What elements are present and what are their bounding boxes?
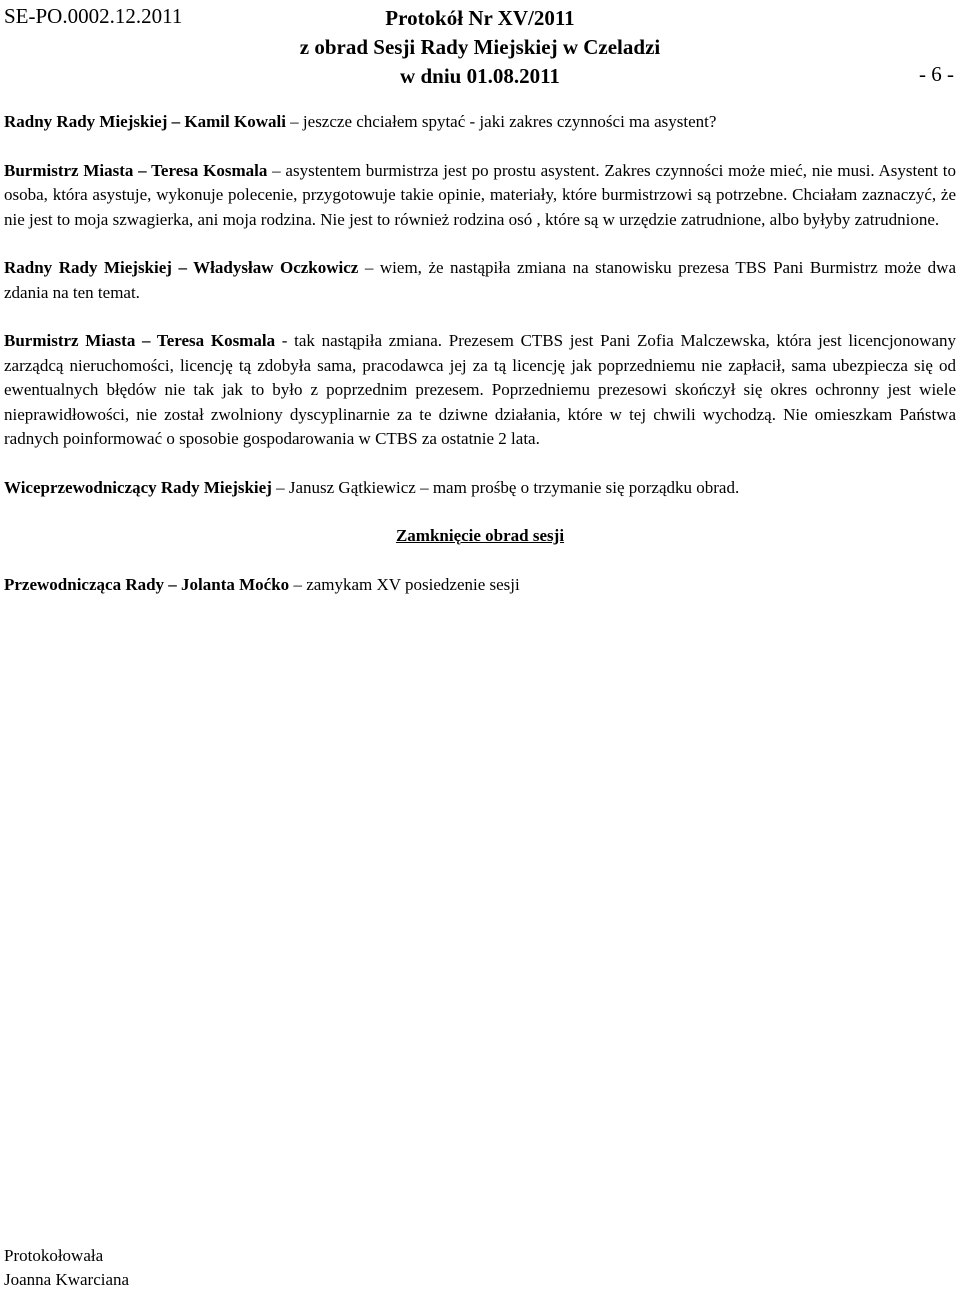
paragraph-kosmala-1	[4, 159, 956, 233]
footer-role: Protokołowała	[4, 1246, 104, 1265]
paragraph-kosmala-2	[4, 329, 956, 452]
paragraph-text: – wiem, że nastąpiła zmiana na stanowisku prezesa TBS Pani Burmistrz może dwa zdania na ten temat.	[4, 258, 956, 302]
title-line-3: w dniu 01.08.2011	[400, 64, 560, 88]
paragraph-text: – zamykam XV posiedzenie sesji	[289, 574, 520, 594]
speaker-name: Przewodnicząca Rady – Jolanta Moćko	[4, 574, 290, 594]
protocol-title	[250, 4, 710, 91]
title-line-1: Protokół Nr XV/2011	[385, 6, 575, 30]
title-line-2: z obrad Sesji Rady Miejskiej w Czeladzi	[299, 35, 661, 59]
closing-heading: Zamknięcie obrad sesji	[395, 526, 565, 545]
paragraph-text: – Janusz Gątkiewicz – mam prośbę o trzymanie się porządku obrad.	[271, 477, 740, 497]
paragraph-oczkowicz	[4, 256, 956, 305]
paragraph-kowali	[4, 110, 956, 135]
footer-name: Joanna Kwarciana	[4, 1270, 130, 1289]
paragraph-text: – asystentem burmistrza jest po prostu asystent. Zakres czynności może mieć, nie musi. Asystent to osoba, która asystuje, wykonuje polecenie, przygotowuje takie opinie, materiały, które burmistrzowi są potrzebne. Chciałam zaznaczyć, że nie jest to moja szwagierka, ani moja rodzina. Nie jest to również rodzina osó , które są w urzędzie zatrudnione, albo byłyby zatrudnione.	[4, 160, 957, 229]
speaker-name: Wiceprzewodniczący Rady Miejskiej	[4, 477, 272, 497]
speaker-name: Burmistrz Miasta – Teresa Kosmala	[4, 160, 268, 180]
document-id: SE-PO.0002.12.2011	[4, 4, 183, 28]
speaker-name: Radny Rady Miejskiej – Kamil Kowali	[4, 112, 286, 131]
paragraph-text: - tak nastąpiła zmiana. Prezesem CTBS jest Pani Zofia Malczewska, która jest licencjonowany zarządcą nieruchomości, licencję tą zdobyła sama, pracodawca jej za tą licencję jak poprzedniemu nie zapłacił, sama ubezpiecza się od ewentualnych błędów nie tak jak to było z poprzednim prezesem. Poprzedniemu prezesowi skończył się okres ochronny jest wiele nieprawidłowości, nie został zwolniony dyscyplinarnie za te dziwne działania, które w tej chwili wychodzą. Nie omieszkam Państwa radnych poinformować o sposobie gospodarowania w CTBS za ostatnie 2 lata.	[4, 331, 957, 448]
page-number: - 6 -	[919, 62, 954, 86]
document-body	[4, 110, 956, 621]
speaker-name: Burmistrz Miasta – Teresa Kosmala	[4, 331, 276, 350]
page-footer	[4, 1244, 129, 1292]
paragraph-gatkiewicz	[4, 476, 956, 501]
speaker-name: Radny Rady Miejskiej – Władysław Oczkowicz	[4, 258, 359, 277]
page-header	[0, 0, 960, 90]
paragraph-closing	[4, 573, 956, 598]
paragraph-text: – jeszcze chciałem spytać - jaki zakres czynności ma asystent?	[285, 112, 717, 131]
